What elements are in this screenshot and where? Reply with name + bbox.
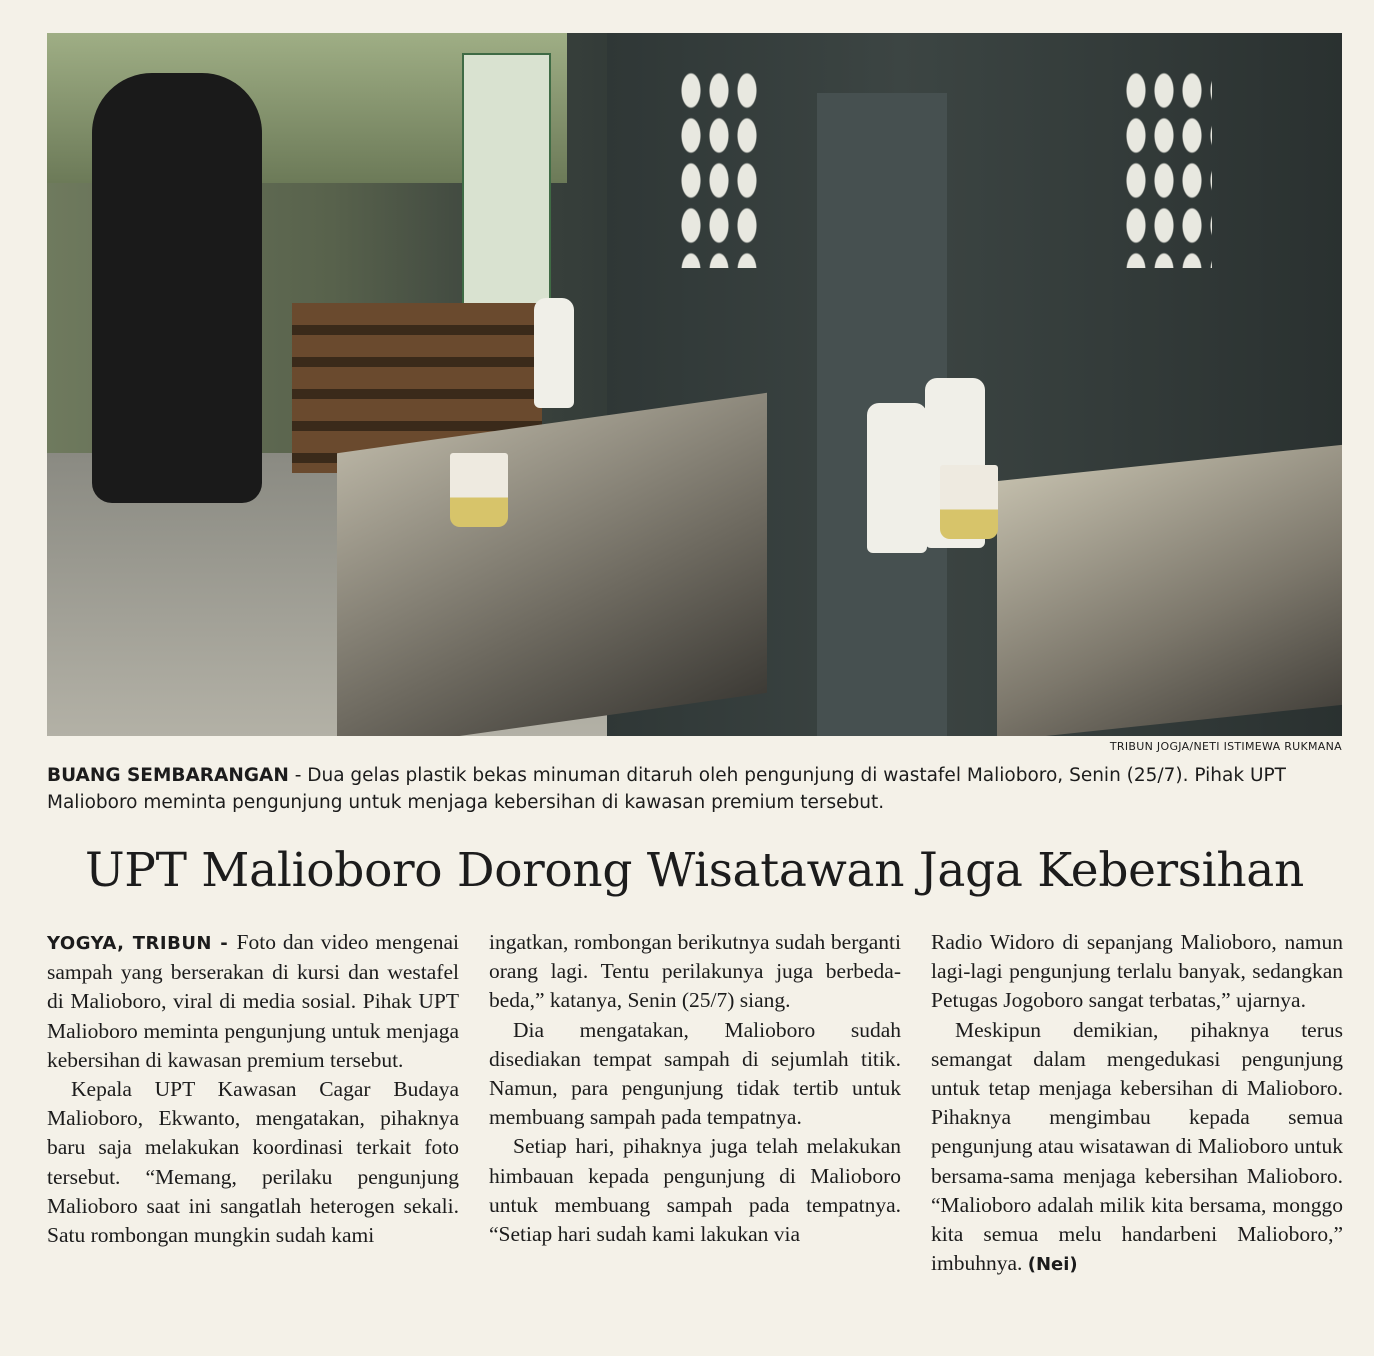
article-paragraph: Kepala UPT Kawasan Cagar Budaya Malioboro, Ekwanto, mengatakan, pihaknya baru saja melakukan koordinasi terkait foto tersebut. “Memang, perilaku pengunjung Malioboro saat ini sangatlah heterogen sekali. Satu rombongan mungkin sudah kami — [47, 1077, 459, 1248]
article-paragraph — [47, 928, 459, 1075]
article-paragraph: Dia mengatakan, Malioboro sudah disediakan tempat sampah di sejumlah titik. Namun, para pengunjung tidak tertib untuk membuang sampah pada tempatnya. — [489, 1017, 901, 1130]
article-paragraph: ingatkan, rombongan berikutnya sudah berganti orang lagi. Tentu perilakunya juga berbeda-beda,” katanya, Senin (25/7) siang. — [489, 930, 901, 1013]
author-signature: (Nei) — [1027, 1254, 1078, 1276]
photo-caption — [47, 762, 1342, 816]
photo-sink-left — [337, 393, 767, 736]
photo-wall-pattern — [677, 68, 762, 268]
caption-lead: BUANG SEMBARANGAN — [47, 765, 289, 786]
photo-plastic-cup — [940, 465, 998, 539]
photo-wall-pattern — [1122, 68, 1212, 268]
article-paragraph: Radio Widoro di sepanjang Malioboro, namun lagi-lagi pengunjung terlalu banyak, sedangkan Petugas Jogoboro sangat terbatas,” ujarnya. — [931, 930, 1343, 1013]
news-photo — [47, 33, 1342, 736]
caption-text: - Dua gelas plastik bekas minuman ditaruh oleh pengunjung di wastafel Malioboro, Senin (25/7). Pihak UPT Malioboro meminta pengunjung untuk menjaga kebersihan di kawasan premium tersebut. — [47, 765, 1286, 813]
photo-sink-right — [997, 445, 1342, 736]
photo-plastic-cup — [450, 453, 508, 527]
article-headline: UPT Malioboro Dorong Wisatawan Jaga Kebersihan — [84, 843, 1305, 898]
photo-pedestrian — [92, 73, 262, 503]
article-dateline: YOGYA, TRIBUN - — [47, 933, 237, 954]
paragraph-text: Foto dan video mengenai sampah yang berserakan di kursi dan westafel di Malioboro, viral di media sosial. Pihak UPT Malioboro meminta pengunjung untuk menjaga kebersihan di kawasan premium tersebut. — [47, 930, 459, 1072]
photo-signboard — [462, 53, 551, 307]
article-paragraph: Setiap hari, pihaknya juga telah melakukan himbauan kepada pengunjung di Malioboro untuk membuang sampah pada tempatnya. “Setiap hari sudah kami lakukan via — [489, 1134, 901, 1247]
paragraph-text: Meskipun demikian, pihaknya terus semangat dalam mengedukasi pengunjung untuk tetap menjaga kebersihan di Malioboro. Pihaknya mengimbau kepada semua pengunjung atau wisatawan di Malioboro untuk bersama-sama menjaga kebersihan Malioboro. “Malioboro adalah milik kita bersama, monggo kita semua melu handarbeni Malioboro,” imbuhnya. — [931, 1017, 1343, 1276]
article-paragraph — [931, 1016, 1343, 1280]
photo-credit: TRIBUN JOGJA/NETI ISTIMEWA RUKMANA — [1109, 740, 1342, 753]
article-column-3 — [931, 928, 1343, 1279]
photo-soap-bottle — [534, 298, 574, 408]
article-column-2 — [489, 928, 901, 1249]
article-column-1 — [47, 928, 459, 1250]
photo-soap-bottle — [867, 403, 927, 553]
